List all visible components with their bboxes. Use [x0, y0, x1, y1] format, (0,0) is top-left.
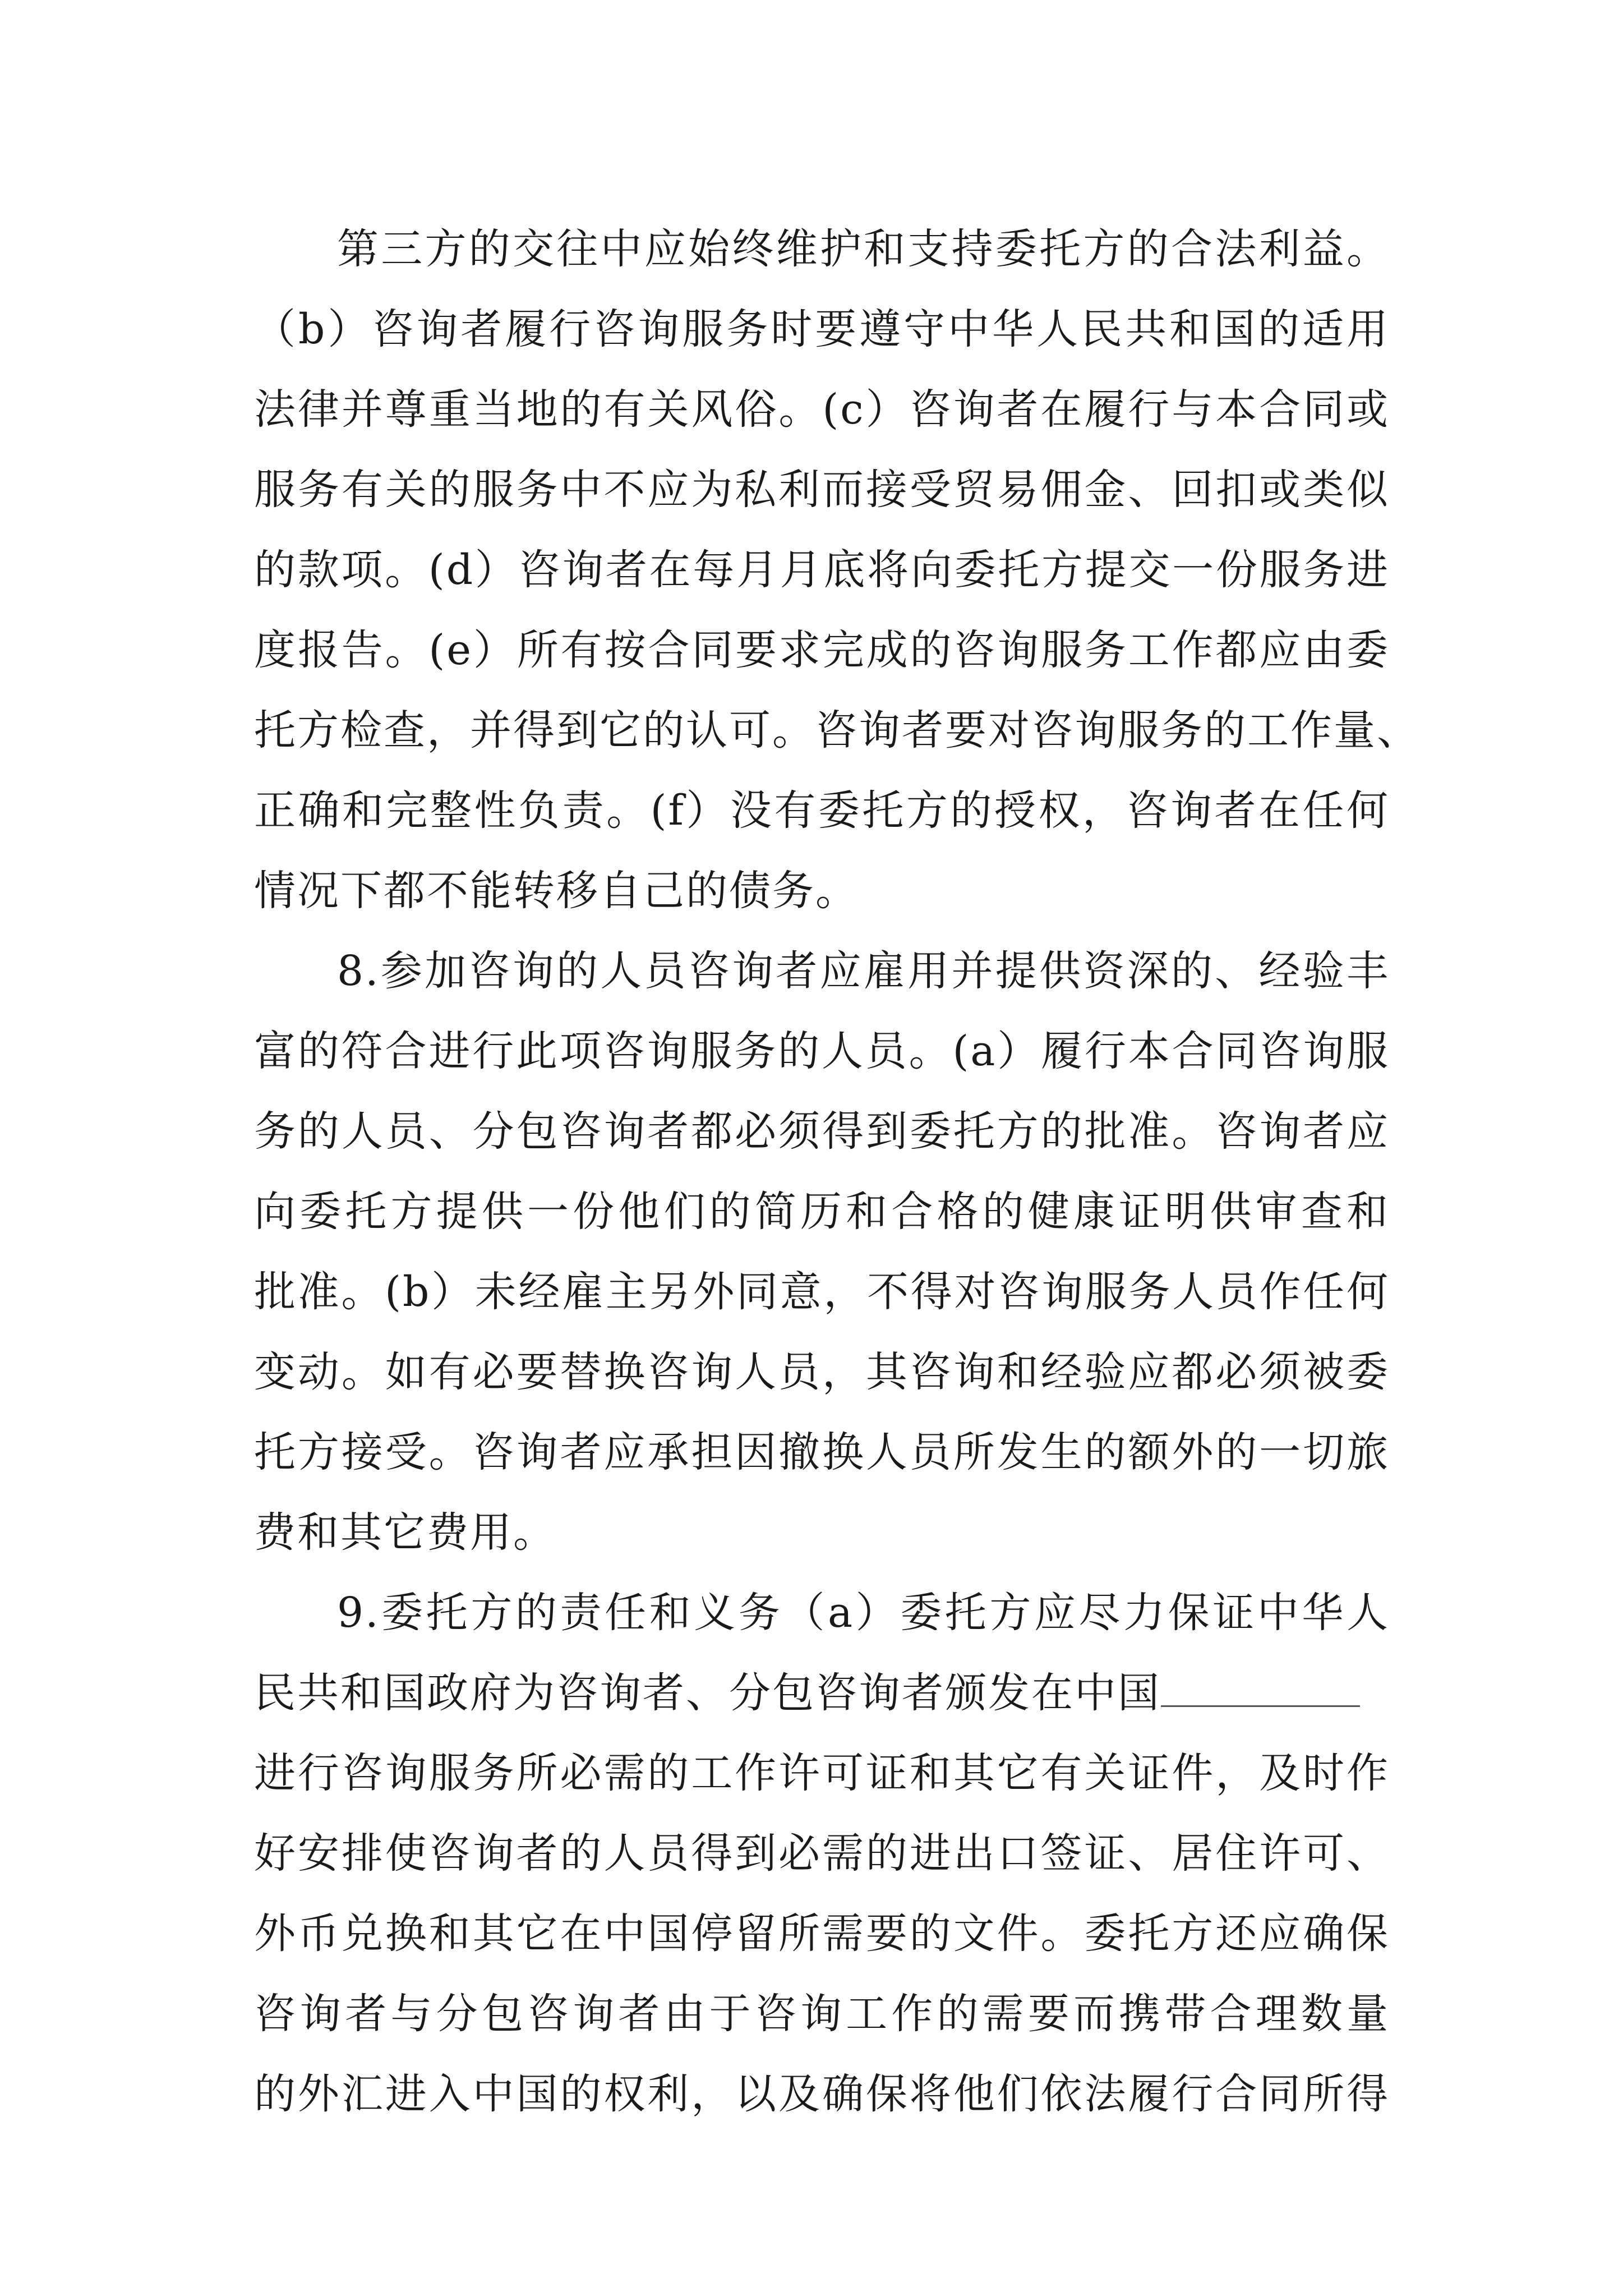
text-line: 变动。如有必要替换咨询人员，其咨询和经验应都必须被委 — [254, 1348, 1390, 1396]
text-line: （b）咨询者履行咨询服务时要遵守中华人民共和国的适用 — [254, 305, 1390, 353]
text-line: 富的符合进行此项咨询服务的人员。(a）履行本合同咨询服 — [254, 1027, 1390, 1075]
text-line-with-blank — [254, 1653, 1390, 1733]
text-line: 的款项。(d）咨询者在每月月底将向委托方提交一份服务进 — [254, 546, 1390, 594]
fill-in-blank — [1161, 1672, 1360, 1707]
text-line: 第三方的交往中应始终维护和支持委托方的合法利益。 — [337, 225, 1390, 273]
text-line: 外币兑换和其它在中国停留所需要的文件。委托方还应确保 — [254, 1910, 1390, 1958]
body-text — [254, 209, 1420, 2134]
text-line: 费和其它费用。 — [254, 1508, 556, 1557]
text-line: 正确和完整性负责。(f）没有委托方的授权，咨询者在任何 — [254, 786, 1390, 835]
text-segment: 民共和国政府为咨询者、分包咨询者颁发在中国 — [254, 1669, 1161, 1717]
text-line: 好安排使咨询者的人员得到必需的进出口签证、居住许可、 — [254, 1829, 1390, 1878]
text-line: 托方接受。咨询者应承担因撤换人员所发生的额外的一切旅 — [254, 1428, 1390, 1476]
text-line: 的外汇进入中国的权利，以及确保将他们依法履行合同所得 — [254, 2070, 1390, 2118]
text-line: 咨询者与分包咨询者由于咨询工作的需要而携带合理数量 — [254, 1990, 1390, 2038]
text-line: 服务有关的服务中不应为私利而接受贸易佣金、回扣或类似 — [254, 466, 1390, 514]
text-line: 法律并尊重当地的有关风俗。(c）咨询者在履行与本合同或 — [254, 385, 1390, 434]
text-line: 向委托方提供一份他们的简历和合格的健康证明供审查和 — [254, 1188, 1390, 1236]
text-line: 进行咨询服务所必需的工作许可证和其它有关证件，及时作 — [254, 1749, 1390, 1797]
text-line: 8.参加咨询的人员咨询者应雇用并提供资深的、经验丰 — [337, 947, 1390, 995]
text-line: 情况下都不能转移自己的债务。 — [254, 867, 859, 915]
text-line: 托方检查，并得到它的认可。咨询者要对咨询服务的工作量、 — [254, 706, 1420, 754]
text-line: 度报告。(e）所有按合同要求完成的咨询服务工作都应由委 — [254, 626, 1390, 674]
text-line: 批准。(b）未经雇主另外同意，不得对咨询服务人员作任何 — [254, 1268, 1390, 1316]
text-line: 务的人员、分包咨询者都必须得到委托方的批准。咨询者应 — [254, 1107, 1390, 1156]
text-line: 9.委托方的责任和义务（a）委托方应尽力保证中华人 — [337, 1589, 1390, 1637]
